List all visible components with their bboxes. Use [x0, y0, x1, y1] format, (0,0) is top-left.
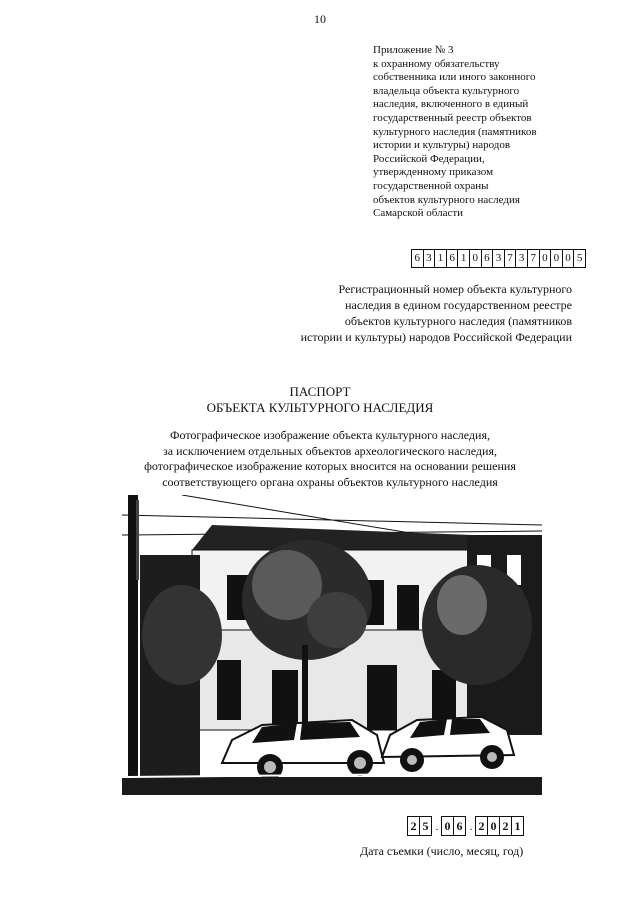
reg-digit: 3 [492, 249, 505, 268]
passport-subtitle: ОБЪЕКТА КУЛЬТУРНОГО НАСЛЕДИЯ [206, 400, 434, 415]
appendix-line: к охранному обязательству [373, 57, 500, 70]
reg-digit: 5 [573, 249, 586, 268]
description-line: Фотографическое изображение объекта культурного наследия, [170, 428, 490, 442]
passport-title: ПАСПОРТ [289, 384, 351, 399]
appendix-line: утвержденному приказом [373, 166, 494, 179]
date-digit: 0 [487, 816, 500, 836]
date-separator: . [435, 819, 439, 833]
reg-digit: 1 [457, 249, 470, 268]
reg-digit: 0 [550, 249, 563, 268]
date-digit: 0 [441, 816, 454, 836]
reg-digit: 0 [469, 249, 482, 268]
date-digit: 6 [453, 816, 466, 836]
description-line: фотографическое изображение которых вносится на основании решения [144, 459, 516, 474]
appendix-line: объектов культурного наследия [373, 193, 520, 206]
caption-line: истории и культуры) народов Российской Федерации [300, 330, 572, 344]
reg-digit: 7 [527, 249, 540, 268]
description-line: за исключением отдельных объектов археологического наследия, [163, 443, 497, 458]
reg-digit: 1 [434, 249, 447, 268]
appendix-line: культурного наследия (памятников [373, 125, 537, 138]
reg-digit: 0 [562, 249, 575, 268]
caption-line: Регистрационный номер объекта культурного [338, 282, 572, 296]
appendix-line: государственной охраны [373, 179, 489, 192]
appendix-line: наследия, включенного в единый [373, 98, 529, 111]
description-line: соответствующего органа охраны объектов культурного наследия [162, 474, 498, 489]
reg-digit: 3 [423, 249, 436, 268]
appendix-header [373, 44, 603, 221]
appendix-line: истории и культуры) народов [373, 139, 511, 152]
caption-line: наследия в едином государственном реестре [345, 298, 572, 312]
reg-digit: 6 [411, 249, 424, 268]
appendix-line: государственный реестр объектов [373, 111, 532, 124]
reg-digit: 6 [446, 249, 459, 268]
passport-heading [0, 384, 640, 416]
date-digit: 1 [511, 816, 524, 836]
date-digit: 2 [407, 816, 420, 836]
shoot-date [408, 816, 524, 836]
appendix-line: Российской Федерации, [373, 152, 485, 165]
date-digit: 2 [475, 816, 488, 836]
page-number: 10 [314, 12, 326, 26]
date-separator: . [469, 819, 473, 833]
date-digit: 2 [499, 816, 512, 836]
registration-number [412, 249, 586, 268]
date-digit: 5 [419, 816, 432, 836]
registration-caption [252, 281, 572, 345]
appendix-line: Самарской области [373, 207, 464, 220]
reg-digit: 0 [539, 249, 552, 268]
caption-line: объектов культурного наследия (памятников [344, 314, 572, 328]
date-caption: Дата съемки (число, месяц, год) [360, 844, 524, 858]
photo-description [0, 428, 640, 490]
reg-digit: 7 [504, 249, 517, 268]
reg-digit: 6 [481, 249, 494, 268]
building-photo [122, 495, 542, 795]
appendix-line: владельца объекта культурного [373, 84, 520, 97]
appendix-line: собственника или иного законного [373, 71, 536, 84]
appendix-line: Приложение № 3 [373, 44, 454, 56]
reg-digit: 3 [515, 249, 528, 268]
